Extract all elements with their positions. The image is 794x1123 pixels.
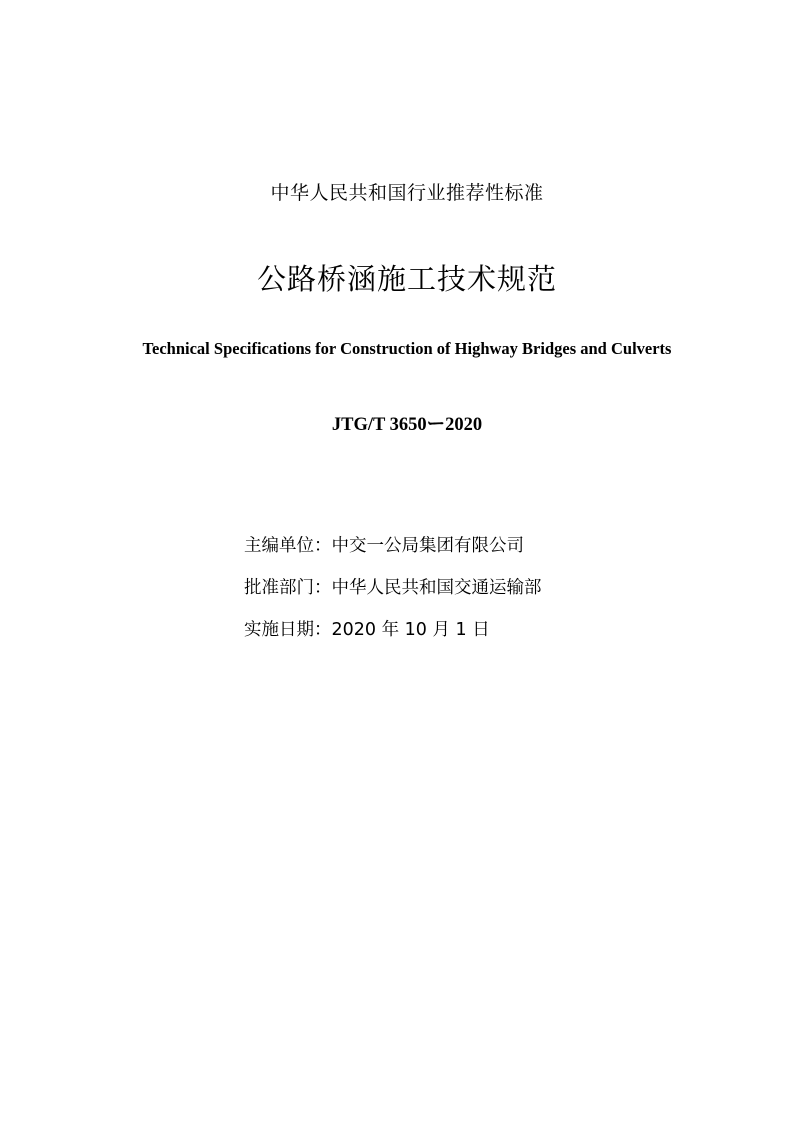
effective-date-value: 2020 年 10 月 1 日 — [331, 620, 490, 640]
editor-row — [244, 533, 542, 575]
editor-label: 主编单位 — [244, 536, 314, 556]
standard-category: 中华人民共和国行业推荐性标准 — [270, 182, 544, 204]
effective-date-separator: ： — [314, 620, 332, 640]
approver-row — [244, 575, 542, 617]
approver-separator: ： — [314, 578, 332, 598]
document-title-english: Technical Specifications for Construction of Highway Bridges and Culverts — [142, 339, 672, 358]
editor-value: 中交一公局集团有限公司 — [331, 536, 524, 556]
effective-date-row — [244, 617, 542, 659]
editor-separator: ： — [314, 536, 332, 556]
publication-info — [244, 533, 542, 659]
standard-code: JTG/T 3650ー2020 — [331, 415, 483, 435]
approver-value: 中华人民共和国交通运输部 — [331, 578, 542, 598]
approver-label: 批准部门 — [244, 578, 314, 598]
document-title-chinese: 公路桥涵施工技术规范 — [256, 262, 557, 296]
effective-date-label: 实施日期 — [244, 620, 314, 640]
